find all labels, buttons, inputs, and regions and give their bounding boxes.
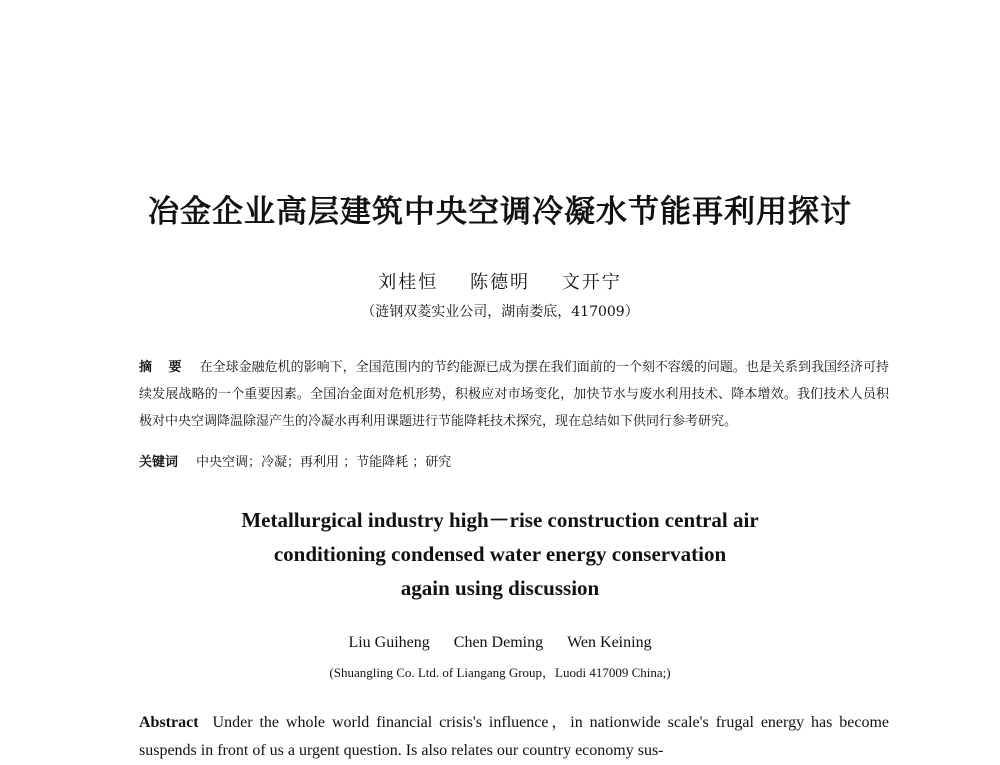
english-abstract-label: Abstract [139,714,199,731]
author-3-cn: 文开宁 [561,272,622,293]
english-title [150,503,850,605]
chinese-affiliation: （涟钢双菱实业公司，湖南娄底，417009） [361,304,639,320]
english-title-line-1: Metallurgical industry high－rise construction central air [241,508,759,532]
chinese-abstract [139,354,889,435]
chinese-keywords-text: 中央空调；冷凝；再利用 ；节能降耗 ；研究 [196,455,452,470]
chinese-title: 冶金企业高层建筑中央空调冷凝水节能再利用探讨 [148,194,852,230]
author-2-cn: 陈德明 [470,272,530,293]
english-abstract [139,709,889,765]
chinese-abstract-text: 在全球金融危机的影响下，全国范围内的节约能源已成为摆在我们面前的一个刻不容缓的问题。也是关系到我国经济可持续发展战略的一个重要因素。全国冶金面对危机形势，积极应对市场变化，加快节水与废水利用技术、降本增效。我们技术人员积极对中央空调降温除湿产生的冷凝水再利用课题进行节能降耗技术探究，现在总结如下供同行参考研究。 [139,360,889,429]
author-1-en: Liu Guiheng [348,634,430,651]
english-authors [0,634,1000,652]
chinese-authors [0,268,1000,294]
chinese-keywords [139,453,889,473]
author-3-en: Wen Keining [567,634,652,651]
english-title-line-3: again using discussion [400,576,600,600]
chinese-abstract-label: 摘 要 [139,360,188,375]
chinese-keywords-label: 关键词 [139,455,179,470]
english-abstract-text: Under the whole world financial crisis's influence，in nationwide scale's frugal energy has become suspends in front of us a urgent question. Is also relates our country economy sus- [139,714,889,759]
english-title-line-2: conditioning condensed water energy conservation [273,542,727,566]
english-affiliation: (Shuangling Co. Ltd. of Liangang Group，Luodi 417009 China;) [329,665,671,680]
author-2-en: Chen Deming [453,634,544,651]
author-1-cn: 刘桂恒 [378,272,439,293]
